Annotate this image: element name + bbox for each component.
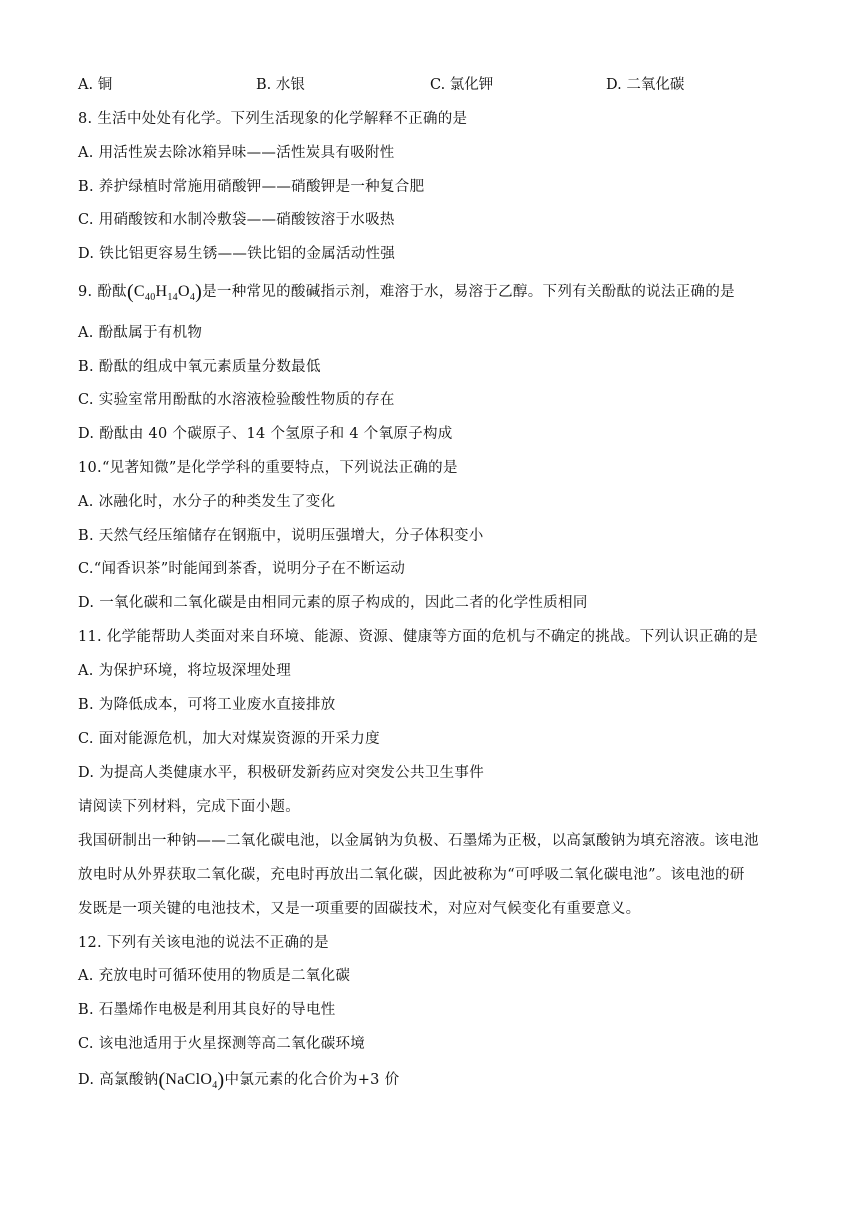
material-intro: 请阅读下列材料，完成下面小题。 [78, 799, 300, 815]
q11-stem: 11. 化学能帮助人类面对来自环境、能源、资源、健康等方面的危机与不确定的挑战。下列认识正确的是 [78, 629, 759, 645]
phenolphthalein-formula: $(C_{40}H_{14}O_4)$ [126, 281, 203, 303]
sodium-perchlorate-formula: (NaClO$_4$) [158, 1069, 225, 1091]
q7-option-c: C. 氯化钾 [430, 77, 494, 93]
q8-option-b: B. 养护绿植时常施用硝酸钾——硝酸钾是一种复合肥 [78, 179, 425, 195]
q9-stem-suffix: 是一种常见的酸碱指示剂，难溶于水，易溶于乙醇。下列有关酚酞的说法正确的是 [202, 284, 735, 300]
q10-stem: 10.“见著知微”是化学学科的重要特点，下列说法正确的是 [78, 460, 458, 476]
q9-option-c: C. 实验室常用酚酞的水溶液检验酸性物质的存在 [78, 392, 395, 408]
q9-stem [78, 280, 735, 304]
q11-option-a: A. 为保护环境，将垃圾深埋处理 [78, 663, 291, 679]
q12-option-c: C. 该电池适用于火星探测等高二氧化碳环境 [78, 1036, 366, 1052]
q8-option-d: D. 铁比铝更容易生锈——铁比铝的金属活动性强 [78, 246, 396, 262]
q12-option-d-prefix: D. 高氯酸钠 [78, 1072, 159, 1088]
material-line-1: 我国研制出一种钠——二氧化碳电池，以金属钠为负极、石墨烯为正极，以高氯酸钠为填充溶液。该电池 [78, 833, 759, 849]
q11-option-d: D. 为提高人类健康水平，积极研发新药应对突发公共卫生事件 [78, 765, 485, 781]
material-line-2: 放电时从外界获取二氧化碳，充电时再放出二氧化碳，因此被称为“可呼吸二氧化碳电池”。该电池的研 [78, 867, 745, 883]
q7-option-a: A. 铜 [78, 77, 113, 93]
q10-option-c: C.“闻香识茶”时能闻到茶香，说明分子在不断运动 [78, 561, 406, 577]
q7-options-row [78, 73, 798, 95]
material-line-3: 发既是一项关键的电池技术，又是一项重要的固碳技术，对应对气候变化有重要意义。 [78, 901, 641, 917]
q7-option-d: D. 二氧化碳 [606, 77, 685, 93]
q9-option-d: D. 酚酞由 40 个碳原子、14 个氢原子和 4 个氧原子构成 [78, 426, 453, 442]
q12-option-d-suffix: 中氯元素的化合价为+3 价 [224, 1072, 400, 1088]
q9-option-a: A. 酚酞属于有机物 [78, 325, 203, 341]
q9-stem-prefix: 9. 酚酞 [78, 284, 127, 300]
q12-option-b: B. 石墨烯作电极是利用其良好的导电性 [78, 1002, 336, 1018]
q10-option-d: D. 一氧化碳和二氧化碳是由相同元素的原子构成的，因此二者的化学性质相同 [78, 595, 588, 611]
q11-option-b: B. 为降低成本，可将工业废水直接排放 [78, 697, 336, 713]
q12-stem: 12. 下列有关该电池的说法不正确的是 [78, 935, 329, 951]
q8-stem: 8. 生活中处处有化学。下列生活现象的化学解释不正确的是 [78, 111, 468, 127]
q11-option-c: C. 面对能源危机，加大对煤炭资源的开采力度 [78, 731, 380, 747]
q10-option-b: B. 天然气经压缩储存在钢瓶中，说明压强增大，分子体积变小 [78, 528, 484, 544]
q12-option-d [78, 1068, 399, 1092]
q8-option-a: A. 用活性炭去除冰箱异味——活性炭具有吸附性 [78, 145, 395, 161]
q9-option-b: B. 酚酞的组成中氧元素质量分数最低 [78, 359, 321, 375]
q7-option-b: B. 水银 [256, 77, 305, 93]
q10-option-a: A. 冰融化时，水分子的种类发生了变化 [78, 494, 336, 510]
q8-option-c: C. 用硝酸铵和水制冷敷袋——硝酸铵溶于水吸热 [78, 212, 395, 228]
q12-option-a: A. 充放电时可循环使用的物质是二氧化碳 [78, 968, 351, 984]
